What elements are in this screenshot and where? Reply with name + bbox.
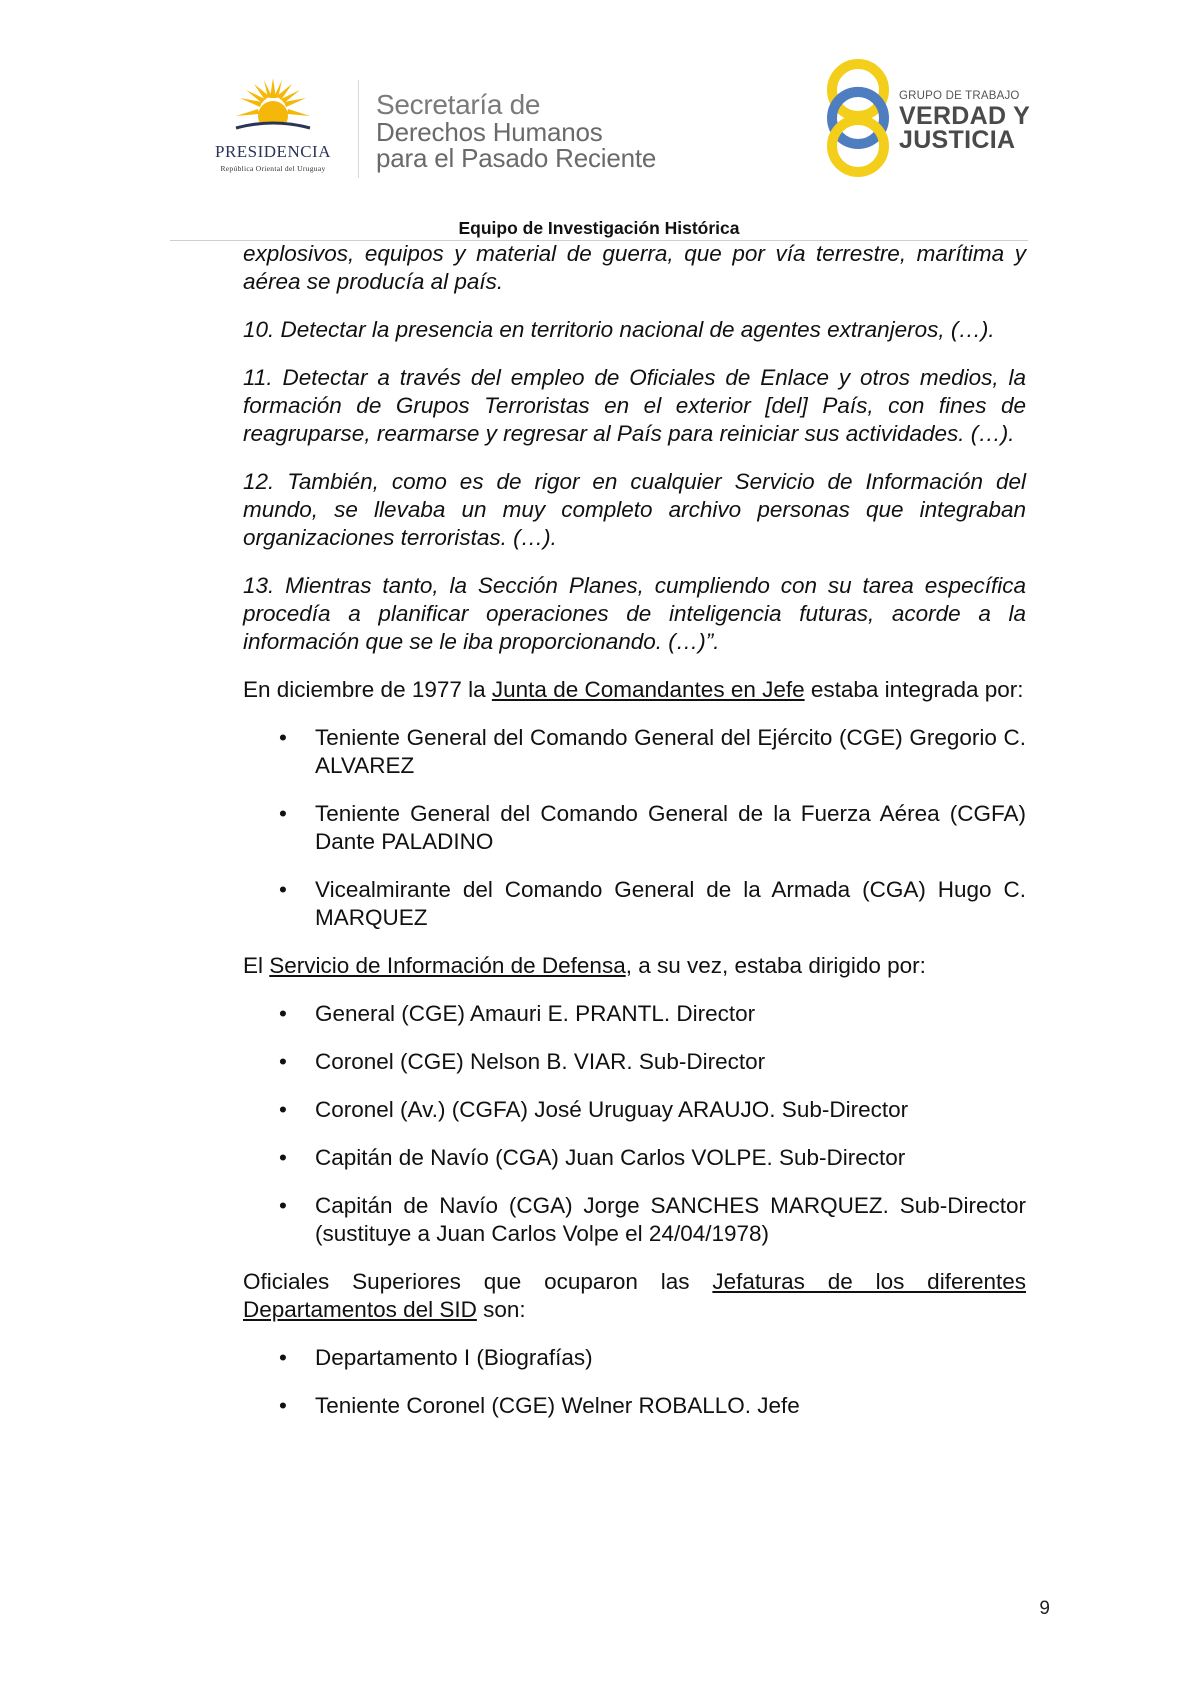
junta-text-post: estaba integrada por: [804, 677, 1024, 702]
sid-text-pre: El [243, 953, 270, 978]
presidencia-logo [196, 78, 350, 178]
list-item: • Coronel (Av.) (CGFA) José Uruguay ARAUJO. Sub-Director [315, 1096, 1026, 1124]
header-divider [358, 80, 359, 178]
paragraph-item-10: 10. Detectar la presencia en territorio nacional de agentes extranjeros, (…). [243, 317, 995, 342]
grupo-trabajo-logo [823, 56, 1033, 180]
list-item: • Departamento I (Biografías) [315, 1344, 1026, 1372]
junta-link: Junta de Comandantes en Jefe [491, 677, 805, 702]
oficiales-text-pre: Oficiales Superiores que ocuparon las [243, 1269, 713, 1294]
team-title: Equipo de Investigación Histórica [458, 218, 740, 238]
grupo-trabajo-line-2: VERDAD Y [899, 102, 1031, 130]
list-item: • Coronel (CGE) Nelson B. VIAR. Sub-Director [315, 1048, 1026, 1076]
sid-link: Servicio de Información de Defensa [269, 953, 626, 978]
presidencia-subtitle: República Oriental del Uruguay [220, 164, 326, 173]
paragraph-item-12: 12. También, como es de rigor en cualquier Servicio de Información del mundo, se llevaba un muy completo archivo personas que integraban organizaciones terroristas. (…). [243, 469, 1026, 550]
junta-text-pre: En diciembre de 1977 la [243, 677, 492, 702]
secretaria-line-3: para el Pasado Reciente [376, 143, 657, 173]
page-header [0, 0, 1191, 238]
departments-list [243, 1344, 1026, 1420]
list-item: • Teniente General del Comando General de la Fuerza Aérea (CGFA) Dante PALADINO [315, 800, 1026, 856]
paragraph-junta [243, 676, 1026, 704]
oficiales-text-post: son: [476, 1297, 526, 1322]
list-item: • Capitán de Navío (CGA) Jorge SANCHES MARQUEZ. Sub-Director (sustituye a Juan Carlos Volpe el 24/04/1978) [315, 1192, 1026, 1248]
sid-list [243, 1000, 1026, 1248]
oficiales-link: Jefaturas de los diferentes Departamentos del SID [243, 1269, 1026, 1322]
paragraph-intro: explosivos, equipos y material de guerra, que por vía terrestre, marítima y aérea se producía al país. [243, 241, 1026, 294]
secretaria-logo-text [376, 90, 656, 171]
grupo-trabajo-line-1: GRUPO DE TRABAJO [899, 90, 1020, 102]
document-body [243, 240, 1026, 1440]
page-number: 9 [1039, 1598, 1050, 1619]
list-item: • Teniente General del Comando General del Ejército (CGE) Gregorio C. ALVAREZ [315, 724, 1026, 780]
chain-rings-icon [823, 56, 893, 180]
paragraph-item-13: 13. Mientras tanto, la Sección Planes, cumpliendo con su tarea específica procedía a planificar operaciones de inteligencia futuras, acorde a la información que se le iba proporcionando. (…)”. [243, 573, 1026, 654]
paragraph-item-11: 11. Detectar a través del empleo de Oficiales de Enlace y otros medios, la formación de Grupos Terroristas en el exterior [del] País, con fines de reagruparse, rearmarse y regresar al País para reiniciar sus actividades. (…). [243, 365, 1026, 446]
list-item: • Vicealmirante del Comando General de la Armada (CGA) Hugo C. MARQUEZ [315, 876, 1026, 932]
sun-icon [234, 78, 312, 140]
secretaria-line-2: Derechos Humanos [376, 117, 603, 147]
paragraph-sid [243, 952, 1026, 980]
paragraph-oficiales [243, 1268, 1026, 1324]
junta-list [243, 724, 1026, 932]
sid-text-post: , a su vez, estaba dirigido por: [625, 953, 926, 978]
list-item: • Teniente Coronel (CGE) Welner ROBALLO. Jefe [315, 1392, 1026, 1420]
grupo-trabajo-line-3: JUSTICIA [899, 126, 1016, 154]
list-item: • Capitán de Navío (CGA) Juan Carlos VOLPE. Sub-Director [315, 1144, 1026, 1172]
list-item: • General (CGE) Amauri E. PRANTL. Director [315, 1000, 1026, 1028]
secretaria-line-1: Secretaría de [376, 89, 541, 120]
presidencia-name: PRESIDENCIA [214, 142, 331, 161]
